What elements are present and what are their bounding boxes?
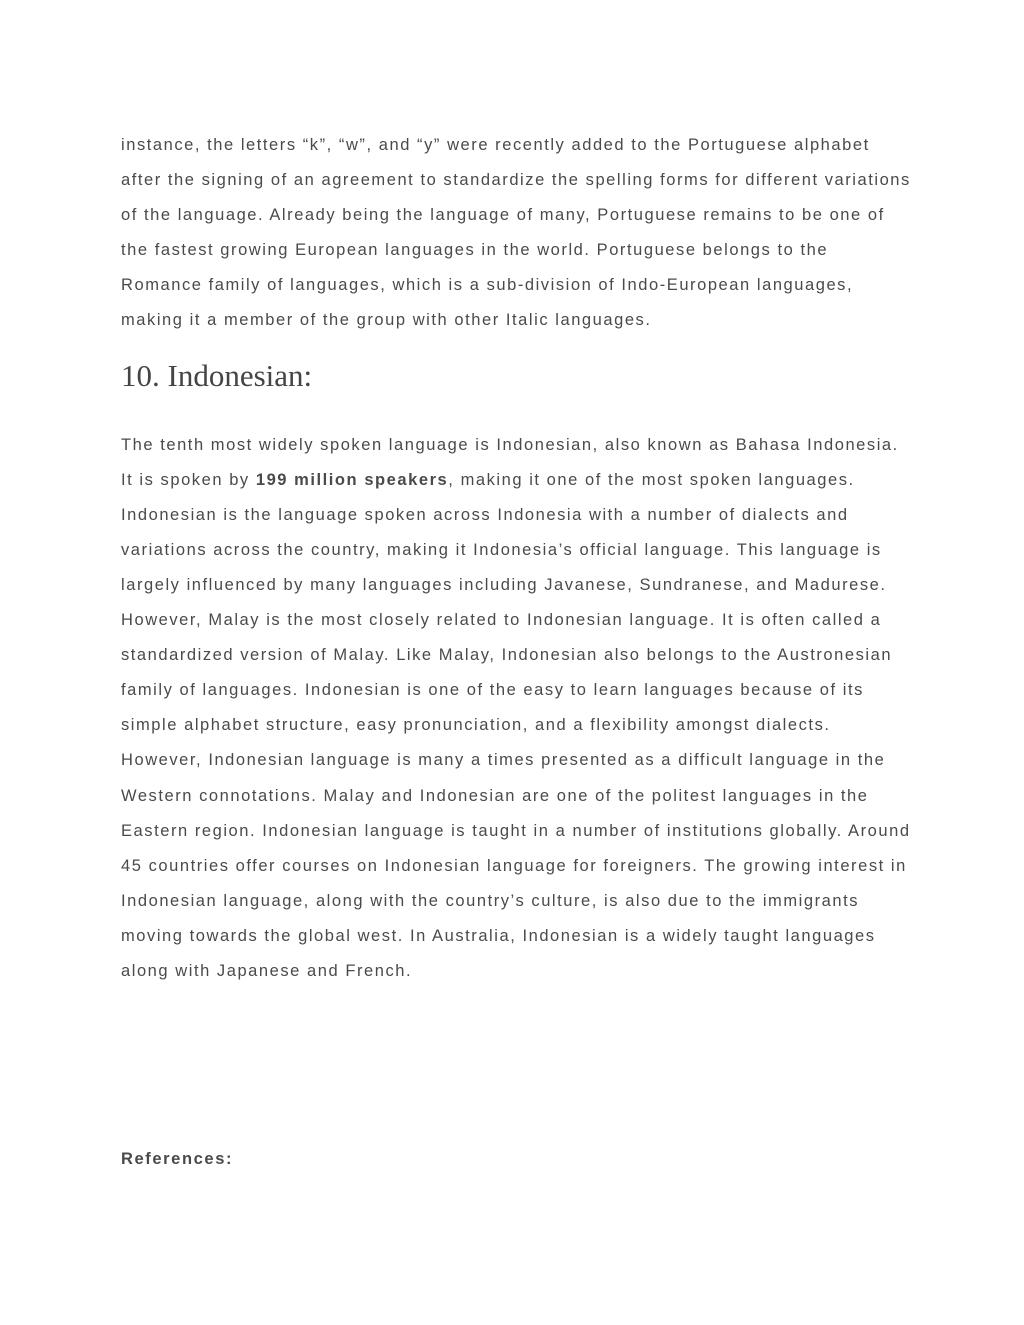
paragraph-text-start: The tenth most widely spoken language is Indonesian, also known as Bahasa Indonesia. It is spoken by [121,435,899,489]
section-heading: 10. Indonesian: [121,357,313,393]
paragraph-text-end: , making it one of the most spoken languages. Indonesian is the language spoken across Indonesia with a number of dialects and variations across the country, making it Indonesia’s official language. This language is largely influenced by many languages including Javanese, Sundranese, and Madurese. However, Malay is the most closely related to Indonesian language. It is often called a standardized version of Malay. Like Malay, Indonesian also belongs to the Austronesian family of languages. Indonesian is one of the easy to learn languages because of its simple alphabet structure, easy pronunciation, and a flexibility amongst dialects. However, Indonesian language is many a times presented as a difficult language in the Western connotations. Malay and Indonesian are one of the politest languages in the Eastern region. Indonesian language is taught in a number of institutions globally. Around 45 countries offer courses on Indonesian language for foreigners. The growing interest in Indonesian language, along with the country’s culture, is also due to the immigrants moving towards the global west. In Australia, Indonesian is a widely taught languages along with Japanese and French. [121,470,911,980]
indonesian-paragraph [121,428,911,990]
document-content [121,128,911,1168]
references-heading: References: [121,1150,234,1168]
bold-speaker-count: 199 million speakers [255,470,449,489]
intro-paragraph: instance, the letters “k”, “w”, and “y” were recently added to the Portuguese alphabet after the signing of an agreement to standardize the spelling forms for different variations of the language. Already being the language of many, Portuguese remains to be one of the fastest growing European languages in the world. Portuguese belongs to the Romance family of languages, which is a sub-division of Indo-European languages, making it a member of the group with other Italic languages. [121,136,911,330]
